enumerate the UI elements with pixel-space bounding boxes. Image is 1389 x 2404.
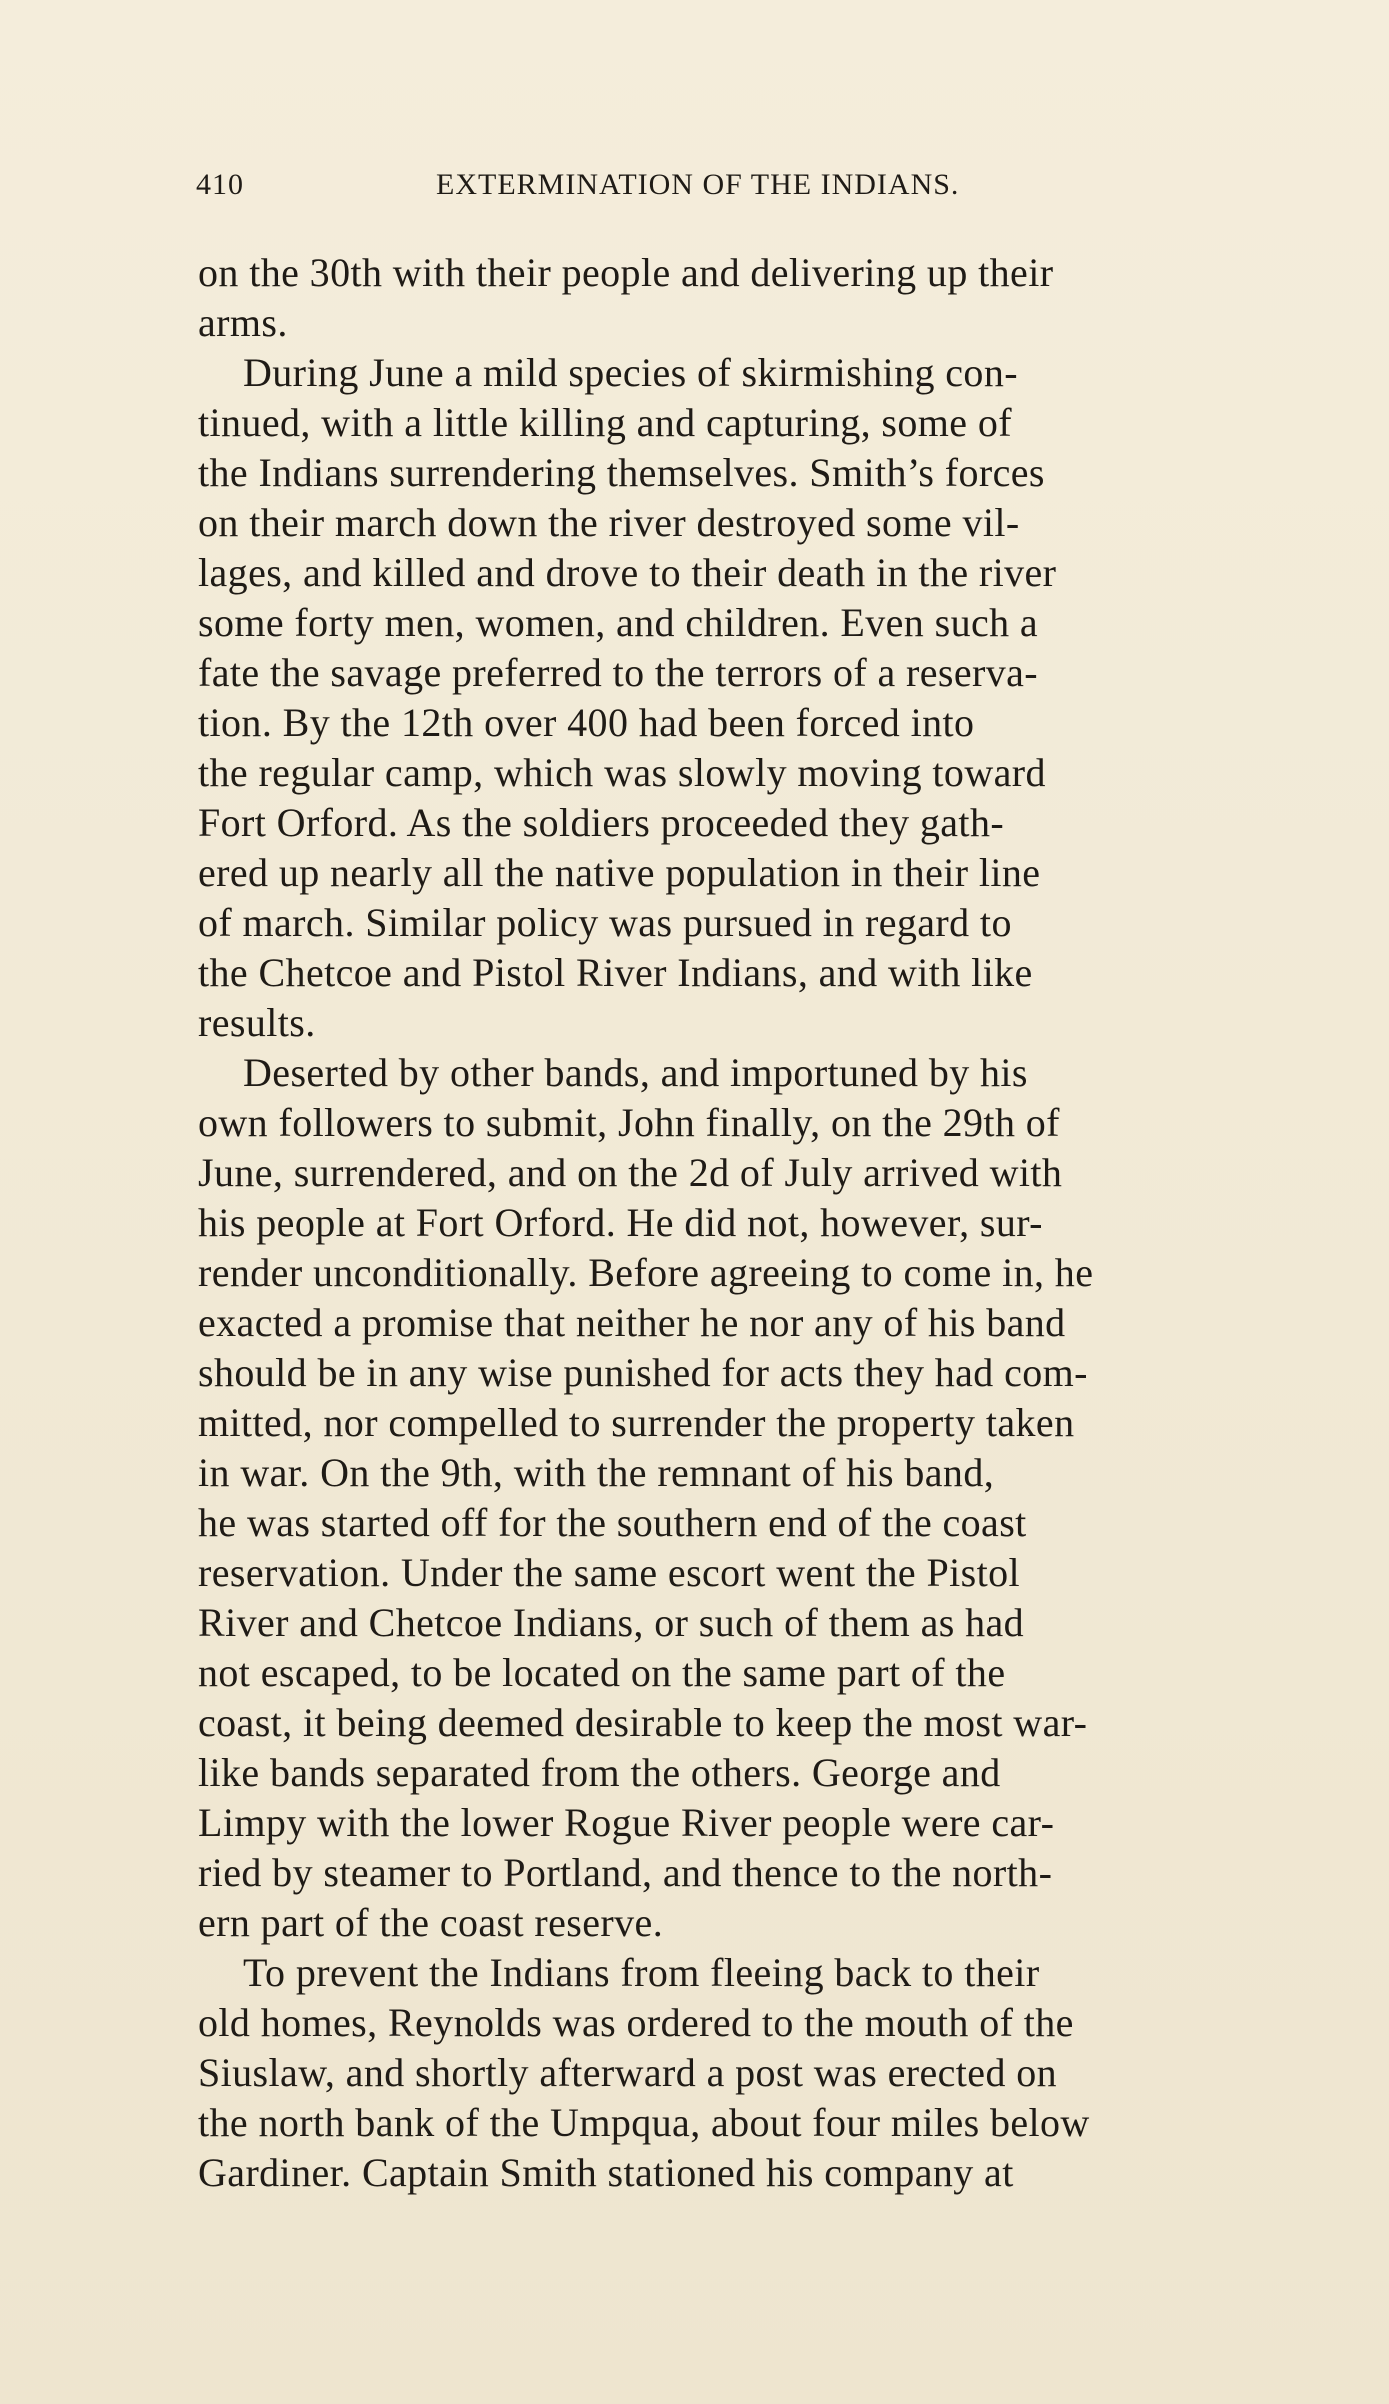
text-line: fate the savage preferred to the terrors of a reserva- [198, 650, 1039, 695]
text-line: the Indians surrendering themselves. Smith’s forces [198, 450, 1045, 495]
running-head [196, 168, 1096, 208]
text-line: During June a mild species of skirmishing con- [243, 350, 1018, 395]
text-line: To prevent the Indians from fleeing back to their [243, 1950, 1040, 1995]
text-line: he was started off for the southern end of the coast [198, 1500, 1027, 1545]
paragraph-1 [198, 248, 1324, 348]
paragraph-2 [198, 348, 1324, 1048]
text-line: exacted a promise that neither he nor any of his band [198, 1300, 1066, 1345]
text-line: lages, and killed and drove to their death in the river [198, 550, 1057, 595]
text-line: tinued, with a little killing and capturing, some of [198, 400, 1012, 445]
text-line: River and Chetcoe Indians, or such of them as had [198, 1600, 1025, 1645]
text-line: Deserted by other bands, and importuned by his [243, 1050, 1028, 1095]
text-line: some forty men, women, and children. Even such a [198, 600, 1039, 645]
text-line: Limpy with the lower Rogue River people were car- [198, 1800, 1055, 1845]
text-line: ern part of the coast reserve. [198, 1900, 664, 1945]
text-line: arms. [198, 300, 288, 345]
text-line: coast, it being deemed desirable to keep the most war- [198, 1700, 1088, 1745]
text-line: the regular camp, which was slowly moving toward [198, 750, 1046, 795]
text-line: the north bank of the Umpqua, about four miles below [198, 2100, 1090, 2145]
body-text [198, 248, 1324, 2198]
text-line: Gardiner. Captain Smith stationed his company at [198, 2150, 1014, 2195]
text-line: reservation. Under the same escort went the Pistol [198, 1550, 1020, 1595]
text-line: render unconditionally. Before agreeing to come in, he [198, 1250, 1094, 1295]
text-line: on their march down the river destroyed some vil- [198, 500, 1020, 545]
text-line: ered up nearly all the native population in their line [198, 850, 1041, 895]
text-line: in war. On the 9th, with the remnant of his band, [198, 1450, 995, 1495]
text-line: on the 30th with their people and delivering up their [198, 250, 1054, 295]
text-line: of march. Similar policy was pursued in regard to [198, 900, 1012, 945]
page-number: 410 [196, 168, 244, 201]
running-title: EXTERMINATION OF THE INDIANS. [436, 168, 960, 201]
text-line: old homes, Reynolds was ordered to the mouth of the [198, 2000, 1074, 2045]
text-line: mitted, nor compelled to surrender the property taken [198, 1400, 1075, 1445]
text-line: like bands separated from the others. George and [198, 1750, 1001, 1795]
text-line: results. [198, 1000, 316, 1045]
text-line: his people at Fort Orford. He did not, however, sur- [198, 1200, 1043, 1245]
text-line: own followers to submit, John finally, on the 29th of [198, 1100, 1060, 1145]
text-line: Fort Orford. As the soldiers proceeded they gath- [198, 800, 1005, 845]
text-line: ried by steamer to Portland, and thence to the north- [198, 1850, 1053, 1895]
text-line: Siuslaw, and shortly afterward a post was erected on [198, 2050, 1058, 2095]
text-line: the Chetcoe and Pistol River Indians, and with like [198, 950, 1033, 995]
text-line: not escaped, to be located on the same part of the [198, 1650, 1006, 1695]
text-line: June, surrendered, and on the 2d of July arrived with [198, 1150, 1063, 1195]
paragraph-4 [198, 1948, 1324, 2198]
text-line: tion. By the 12th over 400 had been forced into [198, 700, 975, 745]
paragraph-3 [198, 1048, 1324, 1948]
text-line: should be in any wise punished for acts they had com- [198, 1350, 1088, 1395]
